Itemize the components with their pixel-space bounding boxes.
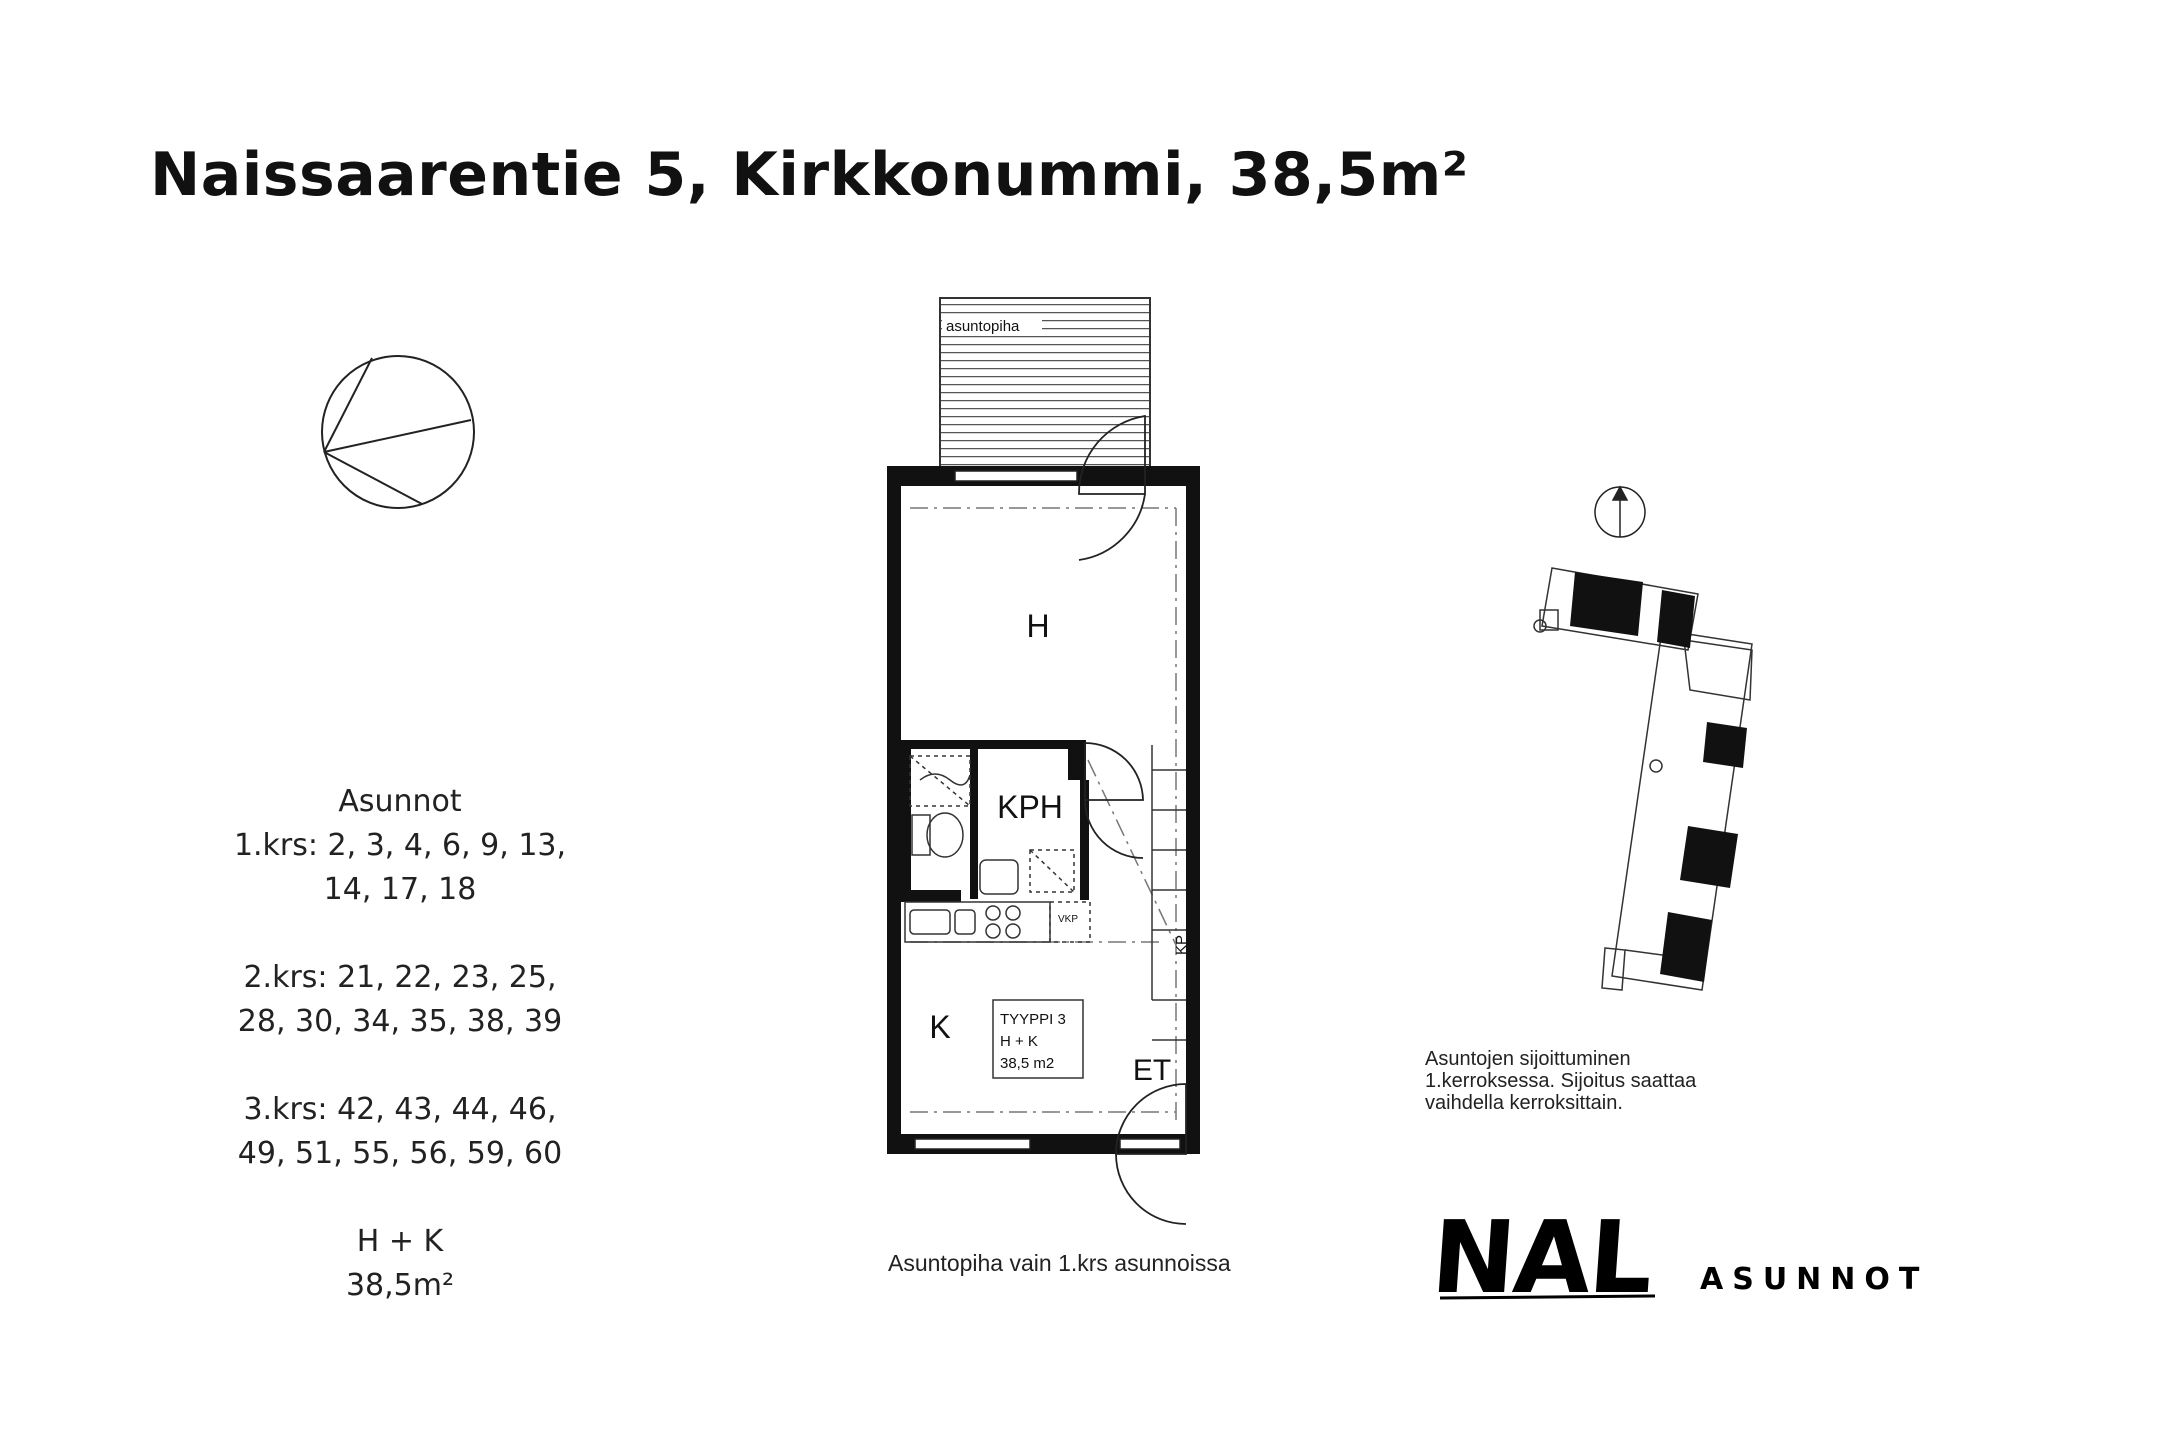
- yard-area: [940, 298, 1150, 470]
- room-label-kitchen: K: [929, 1009, 951, 1045]
- stair-lines: [1152, 745, 1186, 1040]
- room-label-washer: KP: [1173, 934, 1190, 955]
- logo-text: ASUNNOT: [1700, 1262, 1929, 1297]
- apartments-heading: Asunnot: [338, 784, 462, 819]
- floor-1-line-2: 14, 17, 18: [323, 872, 477, 907]
- floor-2-line-2: 28, 30, 34, 35, 38, 39: [237, 1004, 563, 1039]
- room-label-bathroom: KPH: [997, 789, 1063, 825]
- site-note-line-2: 1.kerroksessa. Sijoitus saattaa: [1425, 1070, 1697, 1092]
- north-arrow-icon: [1595, 487, 1645, 537]
- floor-1-line-1: 1.krs: 2, 3, 4, 6, 9, 13,: [233, 828, 567, 863]
- site-note-line-3: vaihdella kerroksittain.: [1425, 1092, 1623, 1114]
- room-label-entry: ET: [1132, 1054, 1172, 1087]
- type-line-2: H + K: [1000, 1033, 1038, 1050]
- apartment-markers: [1570, 572, 1747, 982]
- site-note-line-1: Asuntojen sijoittuminen: [1425, 1048, 1631, 1070]
- type-box: [993, 1000, 1083, 1078]
- nal-logo: NAL: [1427, 1199, 1655, 1316]
- type-line-3: 38,5 m2: [1000, 1055, 1055, 1072]
- floor-3-line-2: 49, 51, 55, 56, 59, 60: [237, 1136, 563, 1171]
- door-icon: [1079, 416, 1186, 1224]
- compass-icon: [322, 356, 474, 508]
- site-plan: [1534, 487, 1752, 990]
- site-note: [1425, 1048, 1696, 1114]
- floorplan-note: Asuntopiha vain 1.krs asunnoissa: [888, 1250, 1231, 1276]
- bathroom-fixtures: [910, 756, 1074, 894]
- room-label-living: H: [1026, 608, 1050, 644]
- type-line-1: TYYPPI 3: [1000, 1011, 1066, 1028]
- yard-label: asuntopiha: [946, 318, 1020, 335]
- floor-3-line-1: 3.krs: 42, 43, 44, 46,: [243, 1092, 557, 1127]
- building-outline: [1534, 568, 1752, 990]
- floor-2-line-1: 2.krs: 21, 22, 23, 25,: [243, 960, 557, 995]
- page-title: Naissaarentie 5, Kirkkonummi, 38,5m²: [150, 140, 1469, 210]
- apartment-area: 38,5m²: [345, 1268, 455, 1303]
- apartment-type: H + K: [356, 1224, 444, 1259]
- room-label-closet: VKP: [1057, 914, 1079, 925]
